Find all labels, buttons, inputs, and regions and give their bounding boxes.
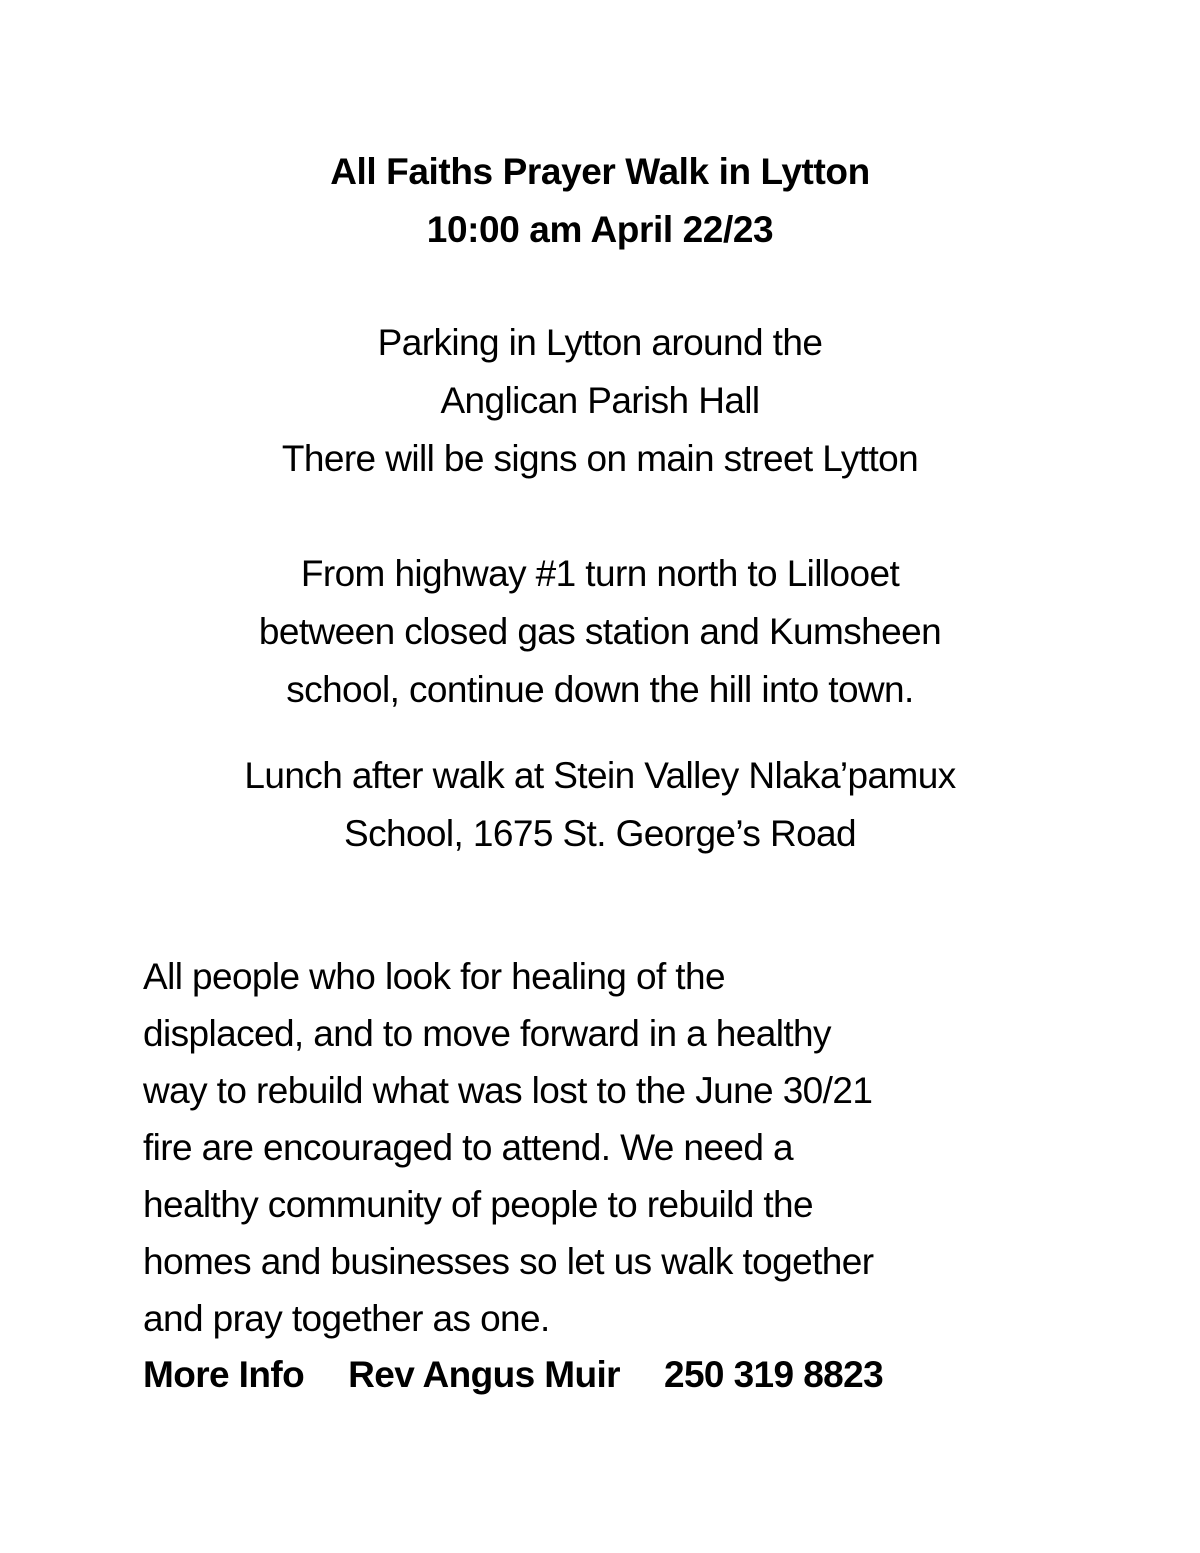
message-line: displaced, and to move forward in a healthy — [143, 1013, 831, 1054]
contact-label: More Info — [143, 1354, 305, 1395]
event-datetime: 10:00 am April 22/23 — [426, 209, 774, 250]
message-line: way to rebuild what was lost to the June 30/21 — [143, 1070, 873, 1111]
message-line: healthy community of people to rebuild the — [143, 1184, 813, 1225]
message-line: fire are encouraged to attend. We need a — [143, 1127, 794, 1168]
parking-info — [0, 314, 1200, 488]
message-line: and pray together as one. — [143, 1298, 550, 1339]
directions-info — [0, 545, 1200, 719]
message-line: homes and businesses so let us walk together — [143, 1241, 874, 1282]
parking-line: There will be signs on main street Lytton — [281, 438, 919, 479]
directions-line: between closed gas station and Kumsheen — [258, 611, 942, 652]
event-title — [0, 143, 1200, 259]
directions-line: From highway #1 turn north to Lillooet — [300, 553, 900, 594]
contact-info — [143, 1346, 883, 1404]
lunch-line: Lunch after walk at Stein Valley Nlaka’pamux — [244, 755, 956, 796]
lunch-info — [0, 747, 1200, 863]
message-line: All people who look for healing of the — [143, 956, 725, 997]
contact-phone: 250 319 8823 — [663, 1354, 884, 1395]
parking-line: Anglican Parish Hall — [440, 380, 760, 421]
parking-line: Parking in Lytton around the — [377, 322, 823, 363]
contact-name: Rev Angus Muir — [348, 1354, 620, 1395]
lunch-line: School, 1675 St. George’s Road — [344, 813, 856, 854]
directions-line: school, continue down the hill into town. — [286, 669, 914, 710]
event-title-line: All Faiths Prayer Walk in Lytton — [330, 151, 870, 192]
invitation-message — [143, 948, 1103, 1347]
